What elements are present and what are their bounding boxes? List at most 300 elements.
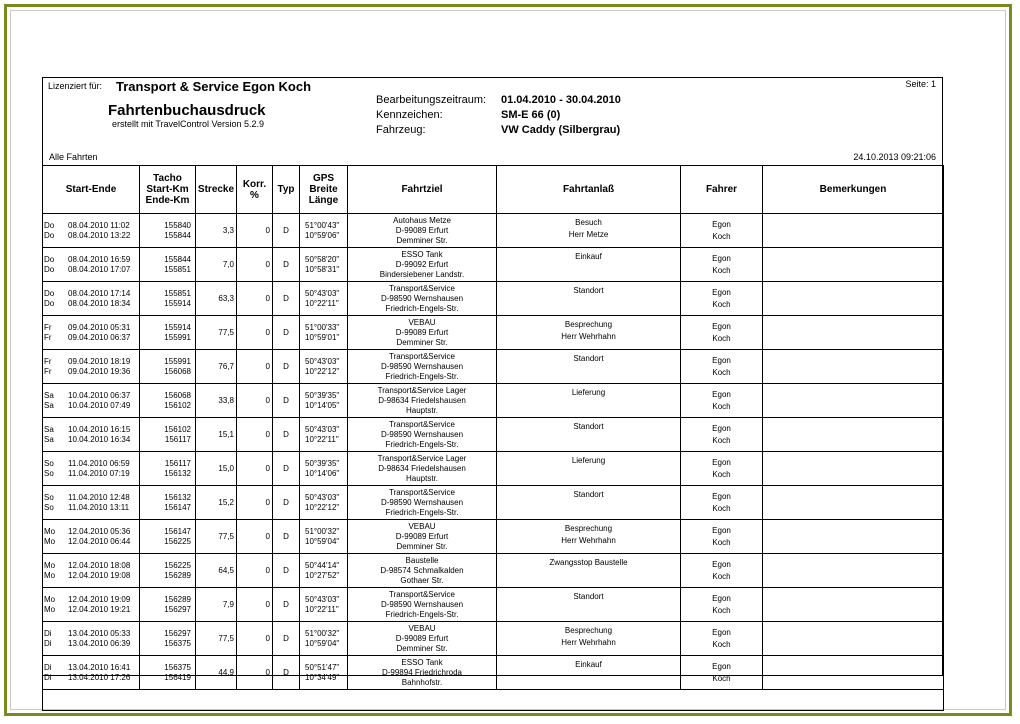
driver-line: Egon [712,355,731,365]
col-korr-l2: % [250,189,259,201]
end-day: Sa [44,434,54,444]
end-day: Mo [44,570,56,580]
gps-cell [300,418,348,452]
destination-cell [348,282,497,316]
destination-line: VEBAU [408,521,436,531]
purpose-line: Standort [573,490,604,499]
gps-lon: 10°34'49" [305,672,340,682]
purpose-line: Lieferung [571,456,606,465]
gps-cell [300,384,348,418]
end-km: 155851 [164,264,191,274]
end-datetime: 10.04.2010 16:34 [68,434,131,444]
end-km: 155991 [164,332,191,342]
type-cell: D [273,316,300,350]
distance-cell: 77,5 [196,316,237,350]
purpose-line: Besprechung [564,320,613,329]
gps-lat: 51°00'32" [305,526,340,536]
start-datetime: 08.04.2010 17:14 [68,288,131,298]
purpose-line: Standort [573,286,604,295]
distance-cell: 15,0 [196,452,237,486]
plate-value: SM-E 66 (0) [501,109,561,121]
distance-cell: 15,1 [196,418,237,452]
gps-lat: 50°44'14" [305,560,340,570]
destination-line: Transport&Service [389,589,455,599]
driver-cell [681,588,763,622]
end-day: Do [44,264,55,274]
start-km: 155840 [164,220,191,230]
document-subtitle: erstellt mit TravelControl Version 5.2.9 [112,119,265,129]
distance-cell: 33,8 [196,384,237,418]
empty-cell [43,690,944,711]
correction-cell: 0 [237,554,273,588]
distance-cell: 64,5 [196,554,237,588]
driver-line: Egon [712,457,731,467]
purpose-cell [497,350,681,384]
purpose-line: Einkauf [575,252,602,261]
odometer-cell [140,588,196,622]
col-tacho-l3: Ende-Km [145,195,190,206]
start-datetime: 08.04.2010 11:02 [68,220,130,230]
type-cell: D [273,350,300,384]
table-row [43,656,944,690]
destination-line: Friedrich-Engels-Str. [385,507,459,517]
gps-cell [300,452,348,486]
end-datetime: 13.04.2010 17:26 [68,672,131,682]
distance-cell: 44,9 [196,656,237,690]
distance-cell: 76,7 [196,350,237,384]
type-cell: D [273,622,300,656]
destination-line: D-98590 Wernshausen [380,361,464,371]
purpose-cell [497,452,681,486]
odometer-cell [140,282,196,316]
start-km: 156225 [164,560,191,570]
end-day: Fr [44,332,52,342]
col-strecke: Strecke [196,166,237,214]
type-cell: D [273,520,300,554]
destination-line: Hauptstr. [405,473,438,483]
col-tacho [140,166,196,214]
destination-line: Baustelle [405,555,439,565]
end-km: 156117 [164,434,191,444]
purpose-line: Einkauf [575,660,602,669]
destination-line: Transport&Service [389,419,455,429]
gps-lat: 50°39'35" [305,390,340,400]
driver-line: Egon [712,593,731,603]
end-km: 156147 [164,502,191,512]
destination-line: Demminer Str. [396,643,448,653]
table-row [43,316,944,350]
start-day: So [44,492,54,502]
destination-cell [348,418,497,452]
odometer-cell [140,656,196,690]
end-km: 156419 [164,672,191,682]
end-datetime: 09.04.2010 19:36 [68,366,131,376]
col-fahrer: Fahrer [681,166,763,214]
period-value: 01.04.2010 - 30.04.2010 [501,94,621,106]
correction-cell: 0 [237,452,273,486]
start-km: 156102 [164,424,191,434]
start-day: Fr [44,322,52,332]
destination-cell [348,486,497,520]
start-end-cell [43,248,140,282]
driver-line: Koch [712,299,731,309]
destination-line: D-98590 Wernshausen [380,497,464,507]
driver-line: Egon [712,423,731,433]
driver-line: Koch [712,333,731,343]
remarks-cell [763,384,944,418]
gps-lat: 50°43'03" [305,492,340,502]
driver-line: Egon [712,321,731,331]
col-fahrtanlass: Fahrtanlaß [497,166,681,214]
start-day: Do [44,288,55,298]
gps-lon: 10°59'01" [305,332,340,342]
destination-line: D-98574 Schmalkalden [380,565,464,575]
table-row [43,520,944,554]
driver-cell [681,554,763,588]
gps-cell [300,316,348,350]
purpose-line: Herr Wehrhahn [561,536,616,545]
correction-cell: 0 [237,588,273,622]
end-day: Fr [44,366,52,376]
gps-lon: 10°14'05" [305,400,340,410]
end-datetime: 11.04.2010 13:11 [68,502,130,512]
driver-line: Koch [712,673,731,683]
destination-line: Transport&Service Lager [377,453,467,463]
table-row [43,384,944,418]
start-end-cell [43,418,140,452]
gps-lon: 10°22'12" [305,502,340,512]
destination-line: VEBAU [408,317,436,327]
col-bemerkungen: Bemerkungen [763,166,944,214]
purpose-cell [497,282,681,316]
start-day: Mo [44,594,56,604]
remarks-cell [763,316,944,350]
driver-cell [681,384,763,418]
start-day: Mo [44,526,56,536]
end-km: 156225 [164,536,191,546]
start-datetime: 12.04.2010 05:36 [68,526,131,536]
end-km: 156132 [164,468,191,478]
destination-line: Transport&Service [389,487,455,497]
destination-line: Transport&Service [389,283,455,293]
destination-line: ESSO Tank [401,657,443,667]
type-cell: D [273,656,300,690]
destination-cell [348,384,497,418]
gps-lon: 10°59'04" [305,536,340,546]
start-end-cell [43,554,140,588]
remarks-cell [763,588,944,622]
start-km: 155851 [164,288,191,298]
type-cell: D [273,418,300,452]
destination-cell [348,248,497,282]
gps-lon: 10°59'06" [305,230,340,240]
destination-cell [348,452,497,486]
destination-line: D-98590 Wernshausen [380,429,464,439]
type-cell: D [273,588,300,622]
gps-lat: 50°39'35" [305,458,340,468]
col-gps-l2: Breite [309,184,338,195]
end-datetime: 09.04.2010 06:37 [68,332,131,342]
destination-line: Demminer Str. [396,337,448,347]
start-end-cell [43,214,140,248]
end-km: 156102 [164,400,191,410]
purpose-line: Besprechung [564,626,613,635]
distance-cell: 15,2 [196,486,237,520]
end-datetime: 08.04.2010 13:22 [68,230,131,240]
correction-cell: 0 [237,316,273,350]
gps-cell [300,486,348,520]
start-end-cell [43,622,140,656]
driver-line: Egon [712,661,731,671]
type-cell: D [273,554,300,588]
start-km: 156375 [164,662,191,672]
purpose-line: Besprechung [564,524,613,533]
odometer-cell [140,622,196,656]
col-fahrtziel: Fahrtziel [348,166,497,214]
remarks-cell [763,656,944,690]
odometer-cell [140,248,196,282]
distance-cell: 7,0 [196,248,237,282]
driver-line: Koch [712,537,731,547]
type-cell: D [273,214,300,248]
end-datetime: 12.04.2010 19:21 [68,604,131,614]
gps-cell [300,248,348,282]
gps-lon: 10°22'12" [305,366,340,376]
vehicle-label: Fahrzeug: [376,124,426,136]
driver-line: Koch [712,435,731,445]
start-end-cell [43,520,140,554]
purpose-cell [497,214,681,248]
col-gps [300,166,348,214]
start-km: 156132 [164,492,191,502]
destination-line: Bahnhofstr. [401,677,443,687]
gps-lat: 50°43'03" [305,424,340,434]
destination-cell [348,656,497,690]
table-row [43,452,944,486]
purpose-line: Standort [573,354,604,363]
end-datetime: 10.04.2010 07:49 [68,400,131,410]
purpose-line: Herr Wehrhahn [561,638,616,647]
end-datetime: 08.04.2010 18:34 [68,298,131,308]
start-end-cell [43,282,140,316]
start-day: Sa [44,424,54,434]
odometer-cell [140,554,196,588]
destination-line: D-98590 Wernshausen [380,599,464,609]
start-datetime: 09.04.2010 05:31 [68,322,131,332]
report-sheet [42,77,943,687]
purpose-cell [497,486,681,520]
driver-cell [681,486,763,520]
driver-line: Koch [712,367,731,377]
gps-cell [300,520,348,554]
end-datetime: 12.04.2010 19:08 [68,570,131,580]
trip-table [42,165,944,711]
remarks-cell [763,622,944,656]
end-km: 156068 [164,366,191,376]
start-km: 155991 [164,356,191,366]
destination-line: D-99089 Erfurt [395,633,449,643]
destination-cell [348,520,497,554]
gps-lat: 50°43'03" [305,288,340,298]
correction-cell: 0 [237,384,273,418]
purpose-line: Zwangsstop Baustelle [549,558,628,567]
end-km: 156289 [164,570,191,580]
start-end-cell [43,486,140,520]
start-day: Do [44,220,55,230]
gps-lat: 50°58'20" [305,254,340,264]
start-datetime: 12.04.2010 19:09 [68,594,131,604]
destination-cell [348,554,497,588]
driver-line: Koch [712,401,731,411]
correction-cell: 0 [237,350,273,384]
table-row [43,486,944,520]
purpose-line: Lieferung [571,388,606,397]
start-end-cell [43,656,140,690]
meta-values [501,93,621,138]
purpose-cell [497,316,681,350]
destination-cell [348,622,497,656]
col-start-end: Start-Ende [43,166,140,214]
destination-line: D-98634 Friedelshausen [378,395,466,405]
gps-lat: 50°51'47" [305,662,340,672]
odometer-cell [140,384,196,418]
destination-line: Transport&Service Lager [377,385,467,395]
end-day: Do [44,230,55,240]
remarks-cell [763,452,944,486]
odometer-cell [140,452,196,486]
table-row [43,214,944,248]
purpose-line: Standort [573,422,604,431]
purpose-cell [497,588,681,622]
type-cell: D [273,248,300,282]
table-row [43,418,944,452]
destination-line: D-99092 Erfurt [395,259,449,269]
start-end-cell [43,452,140,486]
driver-line: Koch [712,605,731,615]
correction-cell: 0 [237,248,273,282]
start-km: 156289 [164,594,191,604]
gps-lon: 10°22'11" [305,298,339,308]
end-km: 155844 [164,230,191,240]
driver-line: Koch [712,469,731,479]
remarks-cell [763,554,944,588]
gps-cell [300,622,348,656]
end-km: 156375 [164,638,191,648]
col-gps-l3: Länge [308,195,339,206]
driver-cell [681,656,763,690]
start-day: Do [44,254,55,264]
start-datetime: 09.04.2010 18:19 [68,356,131,366]
driver-line: Egon [712,559,731,569]
start-km: 156117 [164,458,191,468]
gps-cell [300,282,348,316]
type-cell: D [273,282,300,316]
distance-cell: 63,3 [196,282,237,316]
meta-labels [376,93,486,138]
gps-lat: 50°43'03" [305,356,340,366]
driver-line: Egon [712,253,731,263]
filter-label: Alle Fahrten [49,152,98,162]
destination-line: Friedrich-Engels-Str. [385,371,459,381]
gps-cell [300,214,348,248]
page-number: Seite: 1 [905,79,936,89]
table-row [43,622,944,656]
purpose-cell [497,248,681,282]
start-datetime: 08.04.2010 16:59 [68,254,131,264]
destination-line: VEBAU [408,623,436,633]
destination-line: D-99089 Erfurt [395,225,449,235]
driver-line: Egon [712,525,731,535]
driver-line: Egon [712,491,731,501]
driver-line: Koch [712,639,731,649]
driver-cell [681,248,763,282]
trip-body [43,214,944,711]
destination-line: Autohaus Metze [393,215,451,225]
end-datetime: 11.04.2010 07:19 [68,468,130,478]
end-day: Sa [44,400,54,410]
gps-lat: 51°00'32" [305,628,340,638]
remarks-cell [763,486,944,520]
purpose-line: Besuch [575,218,602,227]
end-day: So [44,468,54,478]
remarks-cell [763,418,944,452]
start-km: 155914 [164,322,191,332]
correction-cell: 0 [237,418,273,452]
driver-cell [681,418,763,452]
gps-lon: 10°58'31" [305,264,340,274]
col-gps-l1: GPS [312,173,335,184]
purpose-cell [497,520,681,554]
start-datetime: 13.04.2010 05:33 [68,628,131,638]
odometer-cell [140,486,196,520]
gps-lon: 10°22'11" [305,604,339,614]
col-typ: Typ [273,166,300,214]
destination-line: Hauptstr. [405,405,438,415]
start-datetime: 10.04.2010 06:37 [68,390,131,400]
gps-lon: 10°14'06" [305,468,340,478]
correction-cell: 0 [237,282,273,316]
vehicle-value: VW Caddy (Silbergrau) [501,124,621,136]
destination-line: D-98590 Wernshausen [380,293,464,303]
start-end-cell [43,588,140,622]
driver-line: Egon [712,389,731,399]
start-day: So [44,458,54,468]
gps-cell [300,554,348,588]
col-tacho-l2: Start-Km [146,184,189,195]
table-row [43,282,944,316]
table-row [43,350,944,384]
purpose-cell [497,554,681,588]
driver-cell [681,316,763,350]
driver-line: Koch [712,265,731,275]
table-row [43,588,944,622]
destination-cell [348,316,497,350]
distance-cell: 7,9 [196,588,237,622]
remarks-cell [763,214,944,248]
col-korr [237,166,273,214]
start-day: Mo [44,560,56,570]
destination-line: Friedrich-Engels-Str. [385,609,459,619]
distance-cell: 77,5 [196,520,237,554]
odometer-cell [140,214,196,248]
start-datetime: 12.04.2010 18:08 [68,560,131,570]
licensee-name: Transport & Service Egon Koch [116,79,312,94]
driver-line: Egon [712,287,731,297]
end-km: 155914 [164,298,191,308]
col-tacho-l1: Tacho [153,173,182,184]
odometer-cell [140,350,196,384]
destination-line: D-98634 Friedelshausen [378,463,466,473]
